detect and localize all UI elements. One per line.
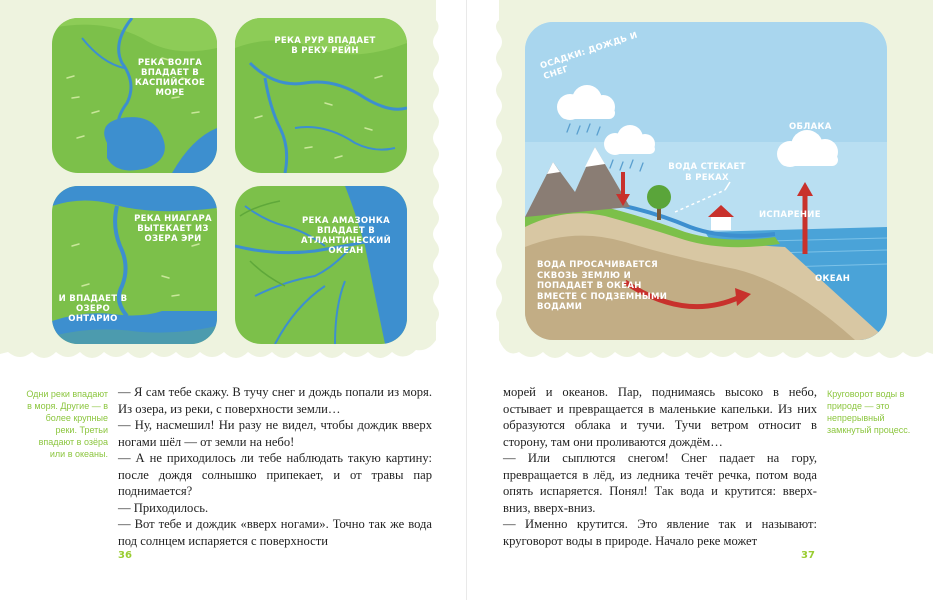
right-margin-note: Круговорот воды в природе — это непрерывный замкнутый процесс. [827, 389, 911, 435]
right-paragraph-1: морей и океанов. Пар, поднимаясь высоко в небо, остывает и превращается в маленькие капельки. Из них образуются облака и тучи. Тучи ветром относит в сторону, там они проливаются дождём… [503, 385, 817, 449]
label-groundwater: ВОДА ПРОСАЧИВАЕТСЯ СКВОЗЬ ЗЕМЛЮ И ПОПАДАЕТ В ОКЕАН ВМЕСТЕ С ПОДЗЕМНЫМИ ВОДАМИ [537, 260, 668, 312]
right-body-text [503, 384, 817, 549]
label-evaporation: ИСПАРЕНИЕ [759, 210, 821, 220]
label-precipitation: ОСАДКИ: ДОЖДЬ И СНЕГ [539, 30, 639, 82]
left-page-number: 36 [118, 550, 132, 561]
map-volga-caption: РЕКА ВОЛГА ВПАДАЕТ В КАСПИЙСКОЕ МОРЕ [134, 58, 206, 98]
map-amazon [235, 186, 407, 344]
map-amazon-caption: РЕКА АМАЗОНКА ВПАДАЕТ В АТЛАНТИЧЕСКИЙ ОКЕАН [300, 216, 392, 256]
right-paragraph-3: — Именно крутится. Это явление так и называют: круговорот воды в природе. Начало реке может [503, 517, 817, 548]
left-paragraph-3: — А не приходилось ли тебе наблюдать такую картину: после дождя солнышко припекает, и от травы пар поднимается? [118, 451, 432, 498]
left-paragraph-2: — Ну, насмешил! Ни разу не видел, чтобы дождик вверх ногами шёл — от земли на небо! [118, 418, 432, 449]
right-page-number: 37 [801, 550, 815, 561]
left-margin-note: Одни реки впадают в моря. Другие — в более крупные реки. Третьи впадают в озёра или в океаны. [26, 389, 108, 459]
map-niagara-bottom-caption: И ВПАДАЕТ В ОЗЕРО ОНТАРИО [58, 294, 128, 324]
left-paragraph-1: — Я сам тебе скажу. В тучу снег и дождь попали из моря. Из озера, из реки, с поверхности земли… [118, 385, 432, 416]
left-paragraph-4: — Приходилось. [118, 500, 209, 515]
left-page [0, 0, 466, 600]
left-body-text [118, 384, 432, 549]
map-niagara-caption: РЕКА НИАГАРА ВЫТЕКАЕТ ИЗ ОЗЕРА ЭРИ [134, 214, 212, 244]
label-ocean: ОКЕАН [815, 274, 851, 284]
right-paragraph-2: — Или сыплются снегом! Снег падает на гору, превращается в лёд, из ледника течёт речка, потом вода опять испаряется. Понял! Так вода и крутится: вверх-вниз, вверх-вниз. [503, 451, 817, 515]
map-ruhr-caption: РЕКА РУР ВПАДАЕТ В РЕКУ РЕЙН [274, 36, 376, 56]
label-runoff: ВОДА СТЕКАЕТ В РЕКАХ [668, 162, 746, 183]
left-paragraph-5: — Вот тебе и дождик «вверх ногами». Точно так же вода под солнцем испаряется с поверхности [118, 517, 432, 548]
right-page [467, 0, 933, 600]
label-clouds: ОБЛАКА [789, 122, 832, 132]
